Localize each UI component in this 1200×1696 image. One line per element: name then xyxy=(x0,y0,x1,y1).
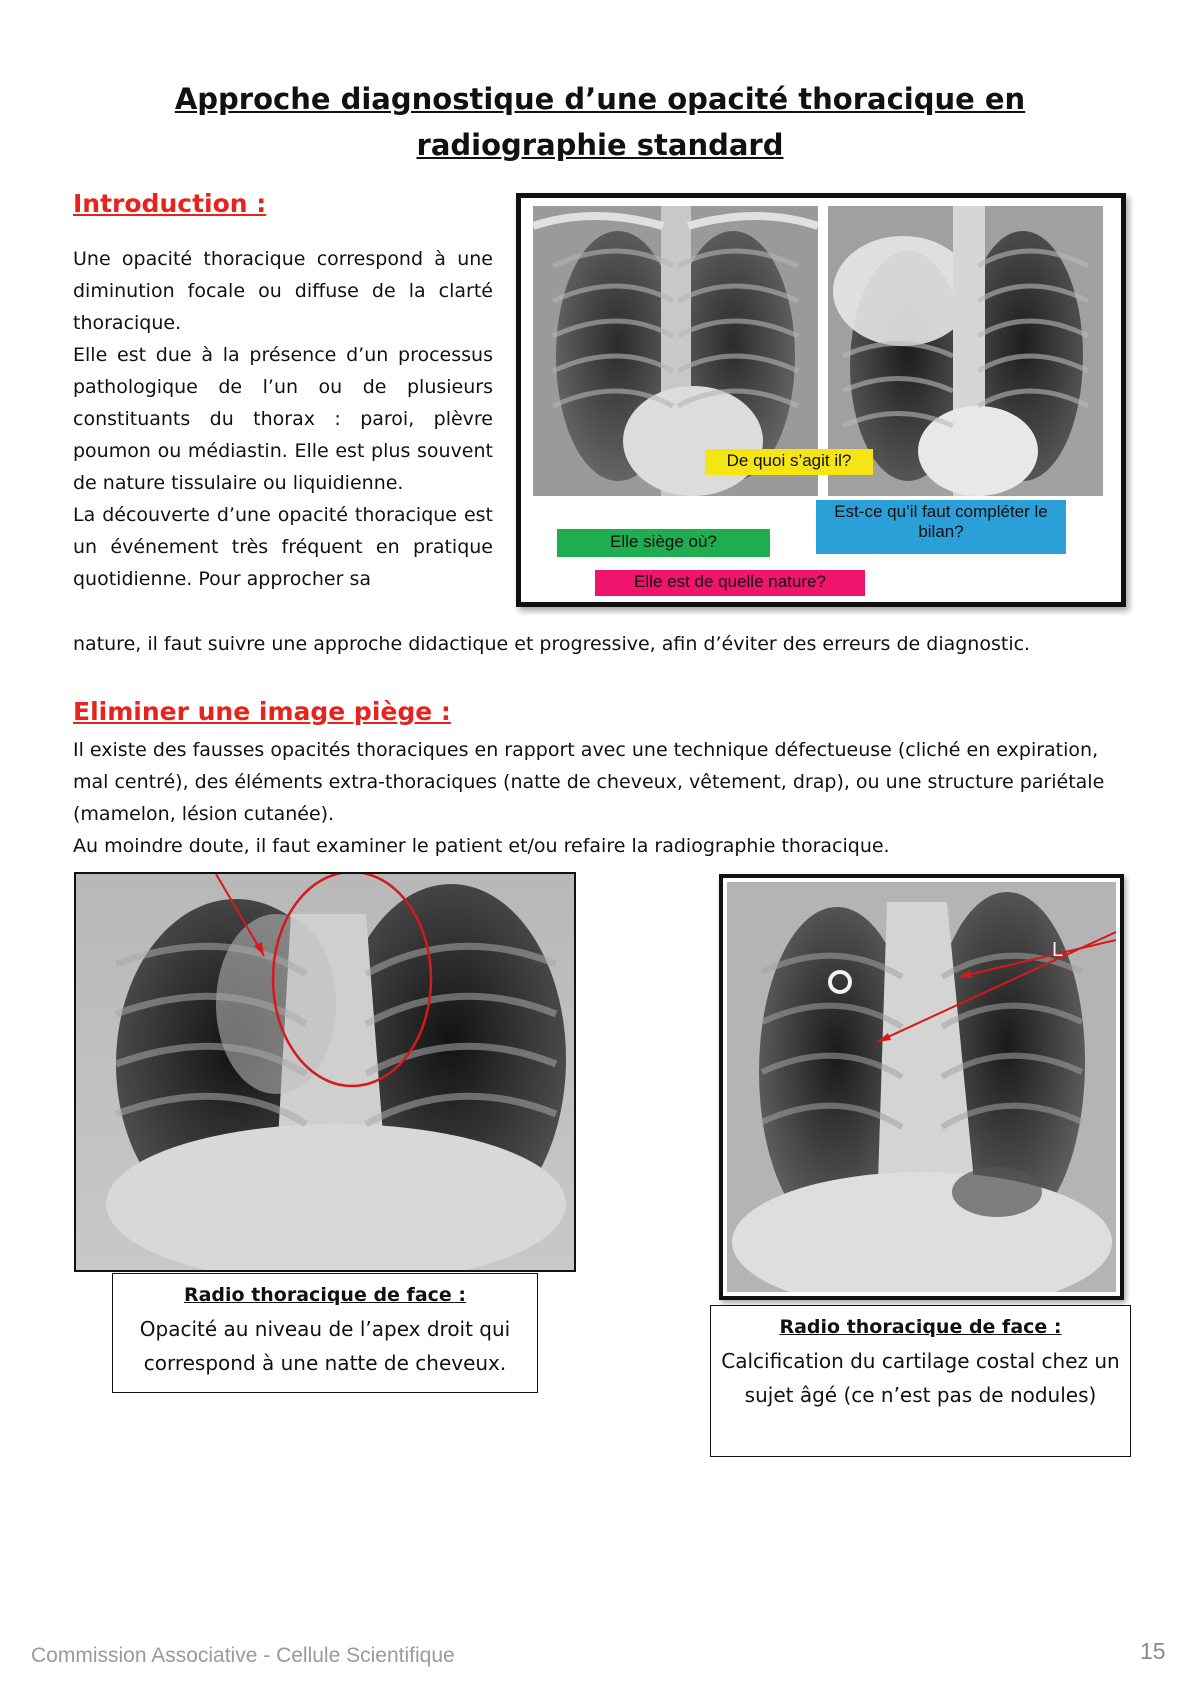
introduction-paragraph-1: Une opacité thoracique correspond à une diminution focale ou diffuse de la clarté thoracique. xyxy=(73,248,493,334)
introduction-heading: Introduction : xyxy=(73,189,267,218)
figure-left-image-frame xyxy=(74,872,576,1272)
figure-right-image-frame xyxy=(719,874,1124,1300)
footer-organization: Commission Associative - Cellule Scientifique xyxy=(31,1644,455,1667)
introduction-paragraph-3: La découverte d’une opacité thoracique est un événement très fréquent en pratique quotidienne. Pour approcher sa xyxy=(73,504,493,590)
trap-paragraph-2: Au moindre doute, il faut examiner le patient et/ou refaire la radiographie thoracique. xyxy=(73,835,890,857)
trap-image-text xyxy=(73,734,1133,862)
trap-image-heading: Eliminer une image piège : xyxy=(73,697,451,726)
intro-figure xyxy=(516,193,1126,607)
question-tag-nature: Elle est de quelle nature? xyxy=(595,570,865,596)
xray-image-costal-calcification xyxy=(727,882,1116,1292)
trap-paragraph-1: Il existe des fausses opacités thoraciques en rapport avec une technique défectueuse (cliché en expiration, mal centré), des éléments extra-thoraciques (natte de cheveux, vêtement, drap), ou une structure pariétale (mamelon, lésion cutanée). xyxy=(73,739,1105,825)
page-title: Approche diagnostique d’une opacité thoracique en radiographie standard xyxy=(174,82,1026,162)
introduction-paragraph-3-tail: nature, il faut suivre une approche didactique et progressive, afin d’éviter des erreurs de diagnostic. xyxy=(73,633,1031,655)
question-tag-complete-workup: Est-ce qu’il faut compléter le bilan? xyxy=(816,500,1066,554)
figure-right-caption-text: Calcification du cartilage costal chez un sujet âgé (ce n’est pas de nodules) xyxy=(721,1349,1120,1407)
xray-image-hair-braid xyxy=(76,874,574,1270)
question-tag-location: Elle siège où? xyxy=(557,529,770,557)
xray-side-marker: L xyxy=(1052,939,1064,961)
figure-left-caption xyxy=(112,1273,538,1393)
introduction-text xyxy=(73,243,493,595)
figure-right-caption xyxy=(710,1305,1131,1457)
page-number: 15 xyxy=(1140,1638,1166,1664)
figure-left-caption-title: Radio thoracique de face : xyxy=(183,1284,467,1306)
figure-left-caption-text: Opacité au niveau de l’apex droit qui correspond à une natte de cheveux. xyxy=(139,1317,511,1375)
figure-right-caption-title: Radio thoracique de face : xyxy=(779,1316,1062,1338)
question-tag-what: De quoi s’agit il? xyxy=(705,449,873,475)
introduction-paragraph-2: Elle est due à la présence d’un processus pathologique de l’un ou de plusieurs constituants du thorax : paroi, plèvre poumon ou médiastin. Elle est plus souvent de nature tissulaire ou liquidienne. xyxy=(73,344,493,494)
